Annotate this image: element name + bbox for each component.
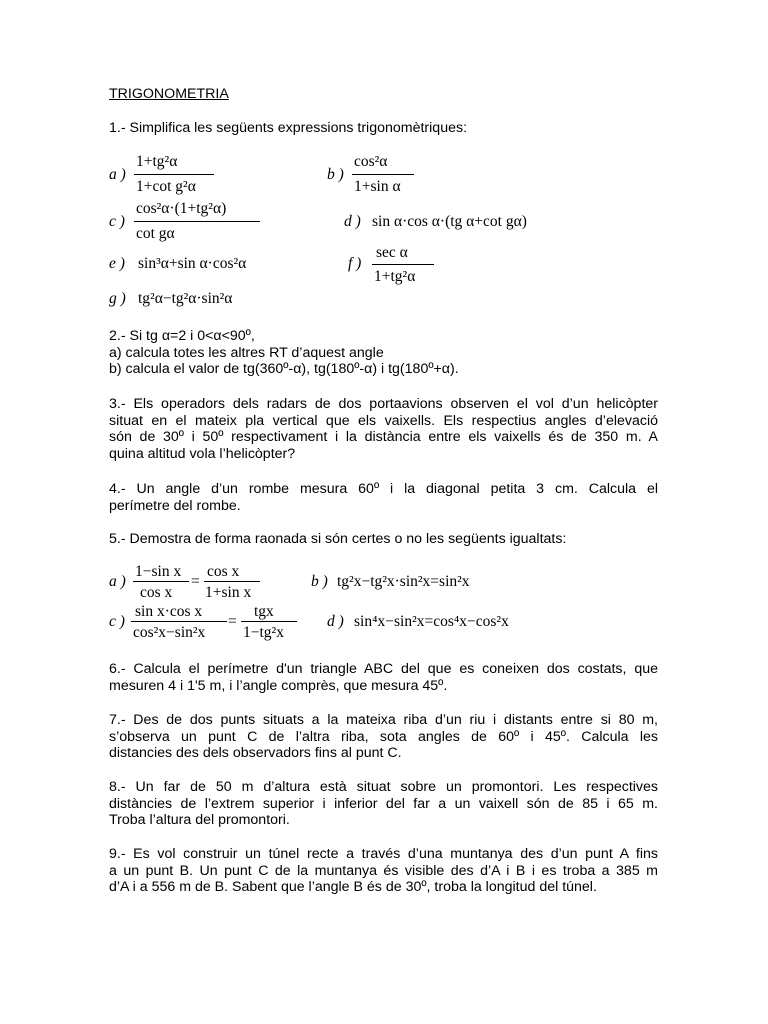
fraction-numerator: 1+tg²α [136, 153, 178, 170]
formula-label: a ) [109, 166, 126, 183]
fraction-numerator: cos²α·(1+tg²α) [136, 200, 227, 217]
exercise-5-heading [109, 531, 658, 548]
text-line: 7.- Des de dos punts situats a la mateixa riba d’un riu i distants entre si 80 m, [109, 712, 658, 728]
formula-expression: tg²x−tg²x·sin²x=sin²x [337, 573, 470, 590]
text-line: quina altitud vola l’helicòpter? [109, 445, 296, 462]
text-line: 3.- Els operadors dels radars de dos portaavions observen el vol d’un helicòpter [109, 396, 658, 412]
text-line: 1.- Simplifica les següents expressions trigonomètriques: [109, 120, 468, 136]
text-line: 2.- Si tg α=2 i 0<α<90º, [109, 328, 255, 344]
exercise-7 [109, 712, 658, 762]
fraction-bar [241, 621, 297, 622]
fraction-denominator: 1+sin x [205, 584, 252, 601]
fraction-denominator: cos²x−sin²x [133, 624, 206, 641]
fraction-denominator: 1−tg²x [243, 624, 284, 641]
text-line: Troba l’altura del promontori. [109, 812, 290, 829]
fraction-denominator: cot gα [136, 225, 175, 242]
exercise-9 [109, 846, 658, 896]
text-line: distàncies de l’extrem superior i inferior del far a un vaixell són de 85 i 65 m. [109, 795, 658, 812]
fraction-bar [134, 221, 260, 222]
formula-expression: tg²α−tg²α·sin²α [138, 290, 233, 307]
formula-label: g ) [109, 290, 126, 307]
fraction-numerator: cos x [207, 563, 240, 580]
formula-label: a ) [109, 573, 126, 590]
fraction-numerator: 1−sin x [135, 563, 182, 580]
fraction-numerator: tgx [254, 603, 274, 620]
formula-expression: sin α·cos α·(tg α+cot gα) [372, 213, 527, 230]
text-line: s’observa un punt C de l’altra riba, sota angles de 60º i 45º. Calcula les [109, 728, 658, 745]
text-line: a un punt B. Un punt C de la muntanya és visible des d’A i B i es troba a 385 m [109, 862, 658, 879]
fraction-denominator: 1+tg²α [374, 268, 416, 285]
formula-label: c ) [109, 213, 125, 230]
exercise-6 [109, 661, 658, 694]
formula-label: d ) [344, 213, 361, 230]
text-line: situat en el mateix pla vertical que els vaixells. Els respectius angles d’elevació [109, 412, 658, 429]
exercise-2 [109, 328, 658, 378]
text-line: mesuren 4 i 1'5 m, i l’angle comprès, que mesura 45º. [109, 677, 448, 694]
fraction-denominator: cos x [140, 584, 173, 601]
fraction-numerator: sec α [376, 244, 408, 261]
text-line: a) calcula totes les altres RT d’aquest angle [109, 344, 384, 361]
page-title: TRIGONOMETRIA [109, 86, 229, 102]
fraction-bar [131, 621, 227, 622]
fraction-denominator: 1+sin α [354, 178, 401, 195]
text-line: 8.- Un far de 50 m d’altura està situat sobre un promontori. Les respectives [109, 779, 658, 795]
formula-expression: sin³α+sin α·cos²α [138, 255, 247, 272]
text-line: 9.- Es vol construir un túnel recte a través d’una muntanya des d’un punt A fins [109, 846, 658, 862]
text-line: 6.- Calcula el perímetre d'un triangle ABC del que es coneixen dos costats, que [109, 661, 658, 677]
formula-label: d ) [327, 613, 344, 630]
fraction-numerator: sin x·cos x [135, 603, 203, 620]
text-line: 4.- Un angle d’un rombe mesura 60º i la diagonal petita 3 cm. Calcula el [109, 481, 658, 497]
formula-expression: sin⁴x−sin²x=cos⁴x−cos²x [354, 613, 509, 630]
fraction-bar [134, 174, 214, 175]
fraction-bar [133, 581, 189, 582]
text-line: 5.- Demostra de forma raonada si són certes o no les següents igualtats: [109, 531, 567, 547]
equals-sign: = [191, 573, 200, 590]
fraction-bar [352, 174, 414, 175]
exercise-8 [109, 779, 658, 829]
fraction-numerator: cos²α [354, 153, 388, 170]
formula-label: f ) [348, 255, 362, 272]
fraction-denominator: 1+cot g²α [136, 178, 196, 195]
text-line: perímetre del rombe. [109, 497, 241, 514]
text-line: distancies des dels observadors fins al punt C. [109, 745, 402, 762]
text-line: b) calcula el valor de tg(360º-α), tg(180º-α) i tg(180º+α). [109, 361, 459, 378]
text-line: són de 30º i 50º respectivament i la distància entre els vaixells és de 350 m. A [109, 429, 658, 446]
fraction-bar [372, 264, 434, 265]
equals-sign: = [228, 613, 237, 630]
formula-label: c ) [109, 613, 125, 630]
exercise-3 [109, 396, 658, 462]
exercise-1-heading [109, 120, 658, 137]
fraction-bar [204, 581, 260, 582]
formula-label: b ) [327, 166, 344, 183]
text-line: d’A i a 556 m de B. Sabent que l’angle B és de 30º, troba la longitud del túnel. [109, 879, 597, 896]
exercise-4 [109, 481, 658, 514]
formula-label: b ) [311, 573, 328, 590]
formula-label: e ) [109, 255, 125, 272]
